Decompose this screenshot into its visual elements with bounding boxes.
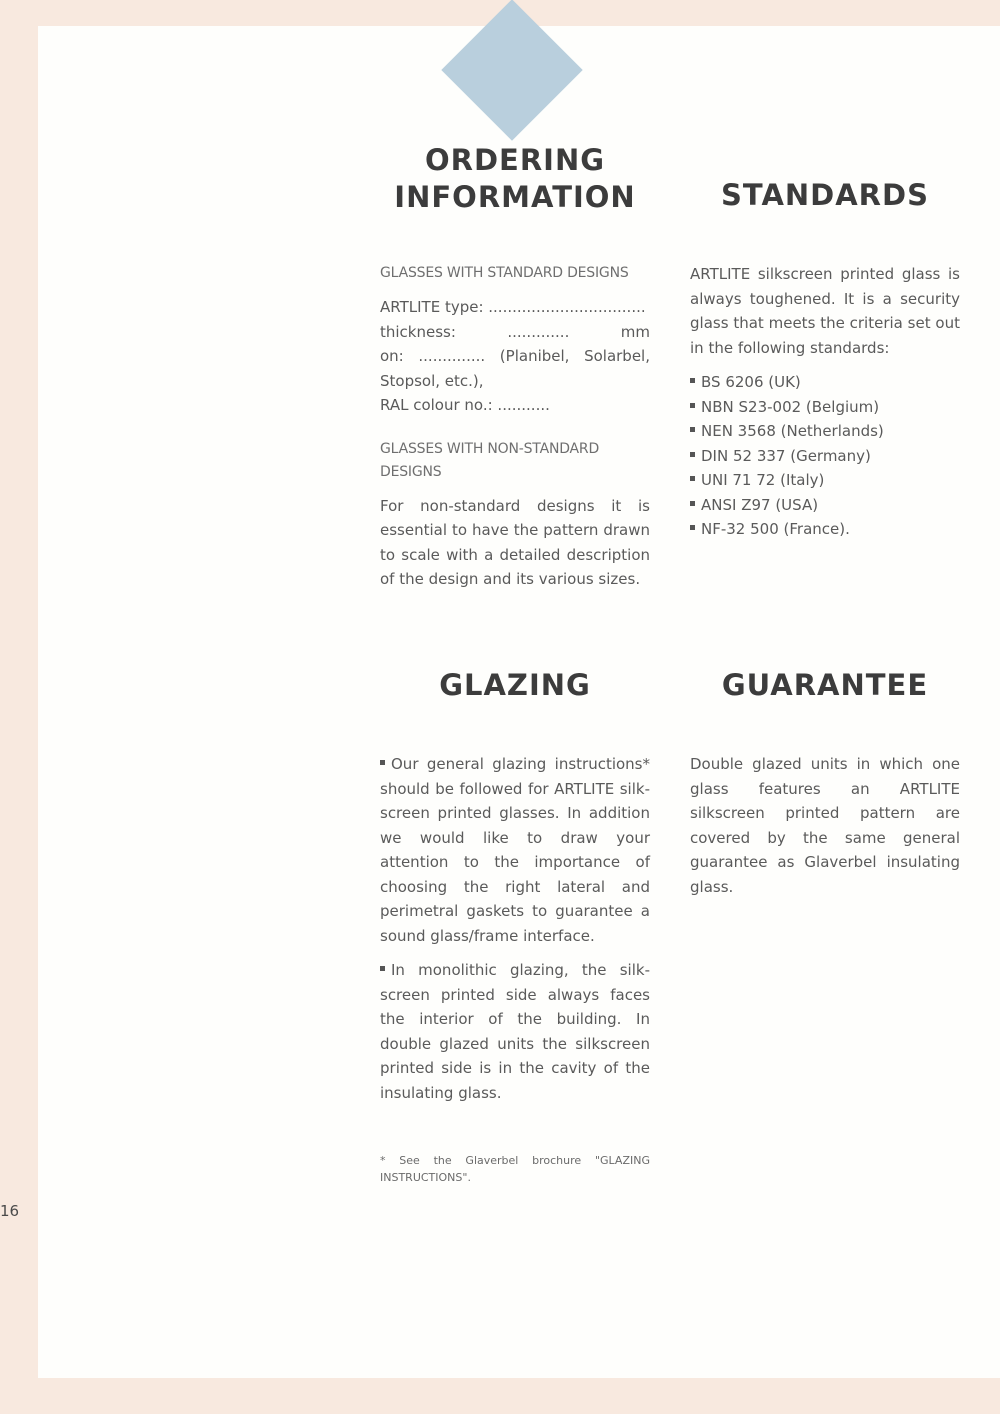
guarantee-text: Double glazed units in which one glass features an ARTLITE silkscreen printed pattern are covered by the same general guarantee as Glaverbel insulating glass. — [690, 755, 960, 896]
page-number: 16 — [0, 1202, 20, 1220]
footnote: * See the Glaverbel brochure "GLAZING INSTRUCTIONS". — [380, 1154, 650, 1184]
bullet-icon — [380, 966, 385, 971]
standards-column — [690, 262, 960, 542]
glazing-paragraph-2: In monolithic glazing, the silk-screen printed side always faces the interior of the building. In double glazed units the silkscreen printed side is in the cavity of the insulating glass. — [380, 961, 650, 1102]
field-artlite-type: ARTLITE type: ................................. — [380, 298, 646, 316]
margin-strip-top — [0, 26, 38, 236]
list-item: BS 6206 (UK) — [690, 370, 960, 395]
heading-glazing: GLAZING — [439, 668, 591, 702]
heading-ordering-line2: INFORMATION — [394, 180, 636, 214]
glazing-column — [380, 752, 650, 1115]
field-on: on: .............. (Planibel, Solarbel, Stopsol, etc.), — [380, 347, 650, 390]
bullet-icon — [690, 525, 695, 530]
standards-list — [690, 370, 960, 542]
list-item: UNI 71 72 (Italy) — [690, 468, 960, 493]
bullet-icon — [690, 403, 695, 408]
bullet-icon — [690, 501, 695, 506]
standards-intro: ARTLITE silkscreen printed glass is always toughened. It is a security glass that meets the criteria set out in the following standards: — [690, 265, 960, 357]
bullet-icon — [690, 476, 695, 481]
heading-standards: STANDARDS — [721, 178, 929, 212]
bullet-icon — [690, 378, 695, 383]
heading-ordering-line1: ORDERING — [424, 143, 606, 177]
bullet-icon — [380, 760, 385, 765]
glazing-paragraph-1: Our general glazing instructions* should be followed for ARTLITE silk-screen printed glasses. In addition we would like to draw your attention to the importance of choosing the right lateral and perimetral gaskets to guarantee a sound glass/frame interface. — [380, 755, 650, 945]
list-item: ANSI Z97 (USA) — [690, 493, 960, 518]
list-item: NBN S23-002 (Belgium) — [690, 395, 960, 420]
bullet-icon — [690, 452, 695, 457]
list-item: DIN 52 337 (Germany) — [690, 444, 960, 469]
ordering-column — [380, 262, 650, 602]
field-thickness: thickness: ............. mm — [380, 322, 650, 341]
standard-designs-title: GLASSES WITH STANDARD DESIGNS — [380, 265, 629, 281]
nonstandard-designs-title: GLASSES WITH NON-STANDARD DESIGNS — [380, 440, 600, 480]
list-item: NF-32 500 (France). — [690, 517, 960, 542]
list-item: NEN 3568 (Netherlands) — [690, 419, 960, 444]
field-ral-colour: RAL colour no.: ........... — [380, 396, 550, 414]
guarantee-column — [690, 752, 960, 909]
heading-ordering-information — [380, 142, 650, 216]
nonstandard-text: For non-standard designs it is essential to have the pattern drawn to scale with a detailed description of the design and its various sizes. — [380, 496, 650, 588]
heading-guarantee: GUARANTEE — [721, 668, 929, 702]
bullet-icon — [690, 427, 695, 432]
